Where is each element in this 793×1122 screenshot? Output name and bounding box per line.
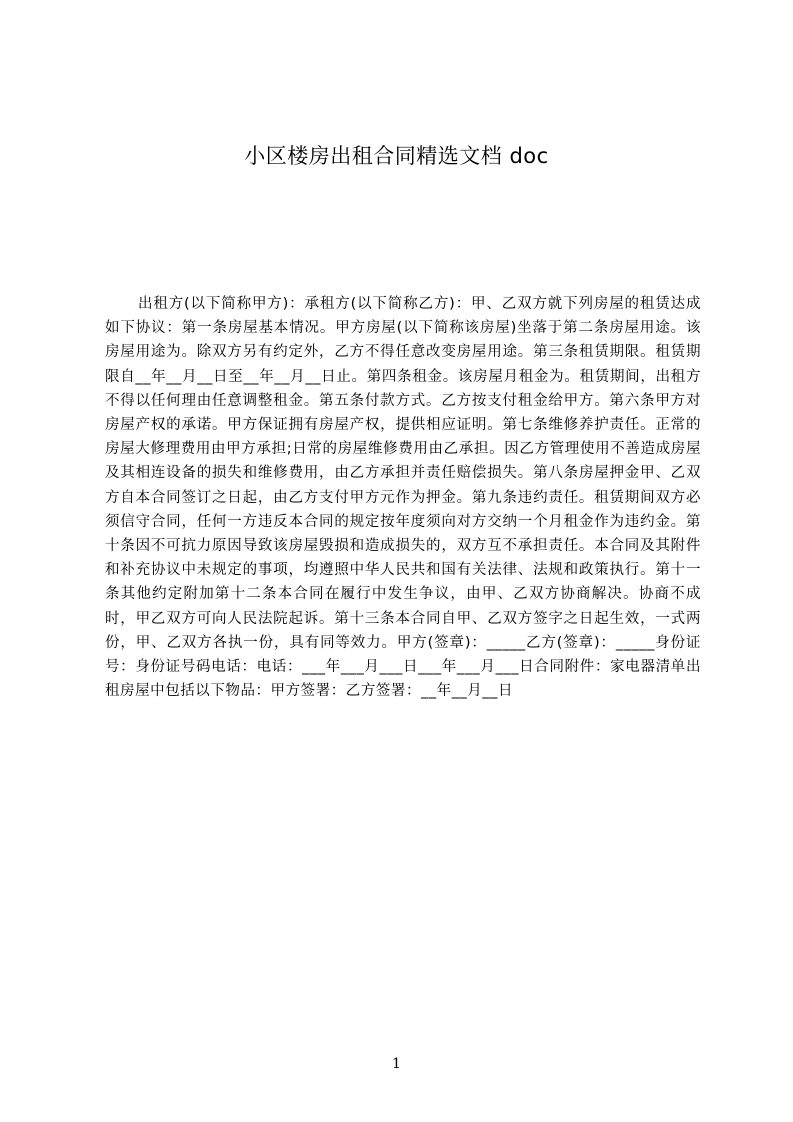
document-title: 小区楼房出租合同精选文档 doc xyxy=(244,144,549,168)
contract-body-text: 出租方(以下简称甲方)：承租方(以下简称乙方)：甲、乙双方就下列房屋的租赁达成如下协议：第一条房屋基本情况。甲方房屋(以下简称该房屋)坐落于第二条房屋用途。该房屋用途为。除双方另有约定外，乙方不得任意改变房屋用途。第三条租赁期限。租赁期限自__年__月__日至__年__月__日止。第四条租金。该房屋月租金为。租赁期间，出租方不得以任何理由任意调整租金。第五条付款方式。乙方按支付租金给甲方。第六条甲方对房屋产权的承诺。甲方保证拥有房屋产权，提供相应证明。第七条维修养护责任。正常的房屋大修理费用由甲方承担;日常的房屋维修费用由乙承担。因乙方管理使用不善造成房屋及其相连设备的损失和维修费用，由乙方承担并责任赔偿损失。第八条房屋押金甲、乙双方自本合同签订之日起，由乙方支付甲方元作为押金。第九条违约责任。租赁期间双方必须信守合同，任何一方违反本合同的规定按年度须向对方交纳一个月租金作为违约金。第十条因不可抗力原因导致该房屋毁损和造成损失的，双方互不承担责任。本合同及其附件和补充协议中未规定的事项，均遵照中华人民共和国有关法律、法规和政策执行。第十一条其他约定附加第十二条本合同在履行中发生争议，由甲、乙双方协商解决。协商不成时，甲乙双方可向人民法院起诉。第十三条本合同自甲、乙双方签字之日起生效，一式两份，甲、乙双方各执一份，具有同等效力。甲方(签章)：_____乙方(签章)：_____身份证号：身份证号码电话：电话：___年___月___日___年___月___日合同附件：家电器清单出租房屋中包括以下物品：甲方签署：乙方签署：__年__月__日 xyxy=(105,296,701,700)
page-number: 1 xyxy=(392,1056,401,1072)
